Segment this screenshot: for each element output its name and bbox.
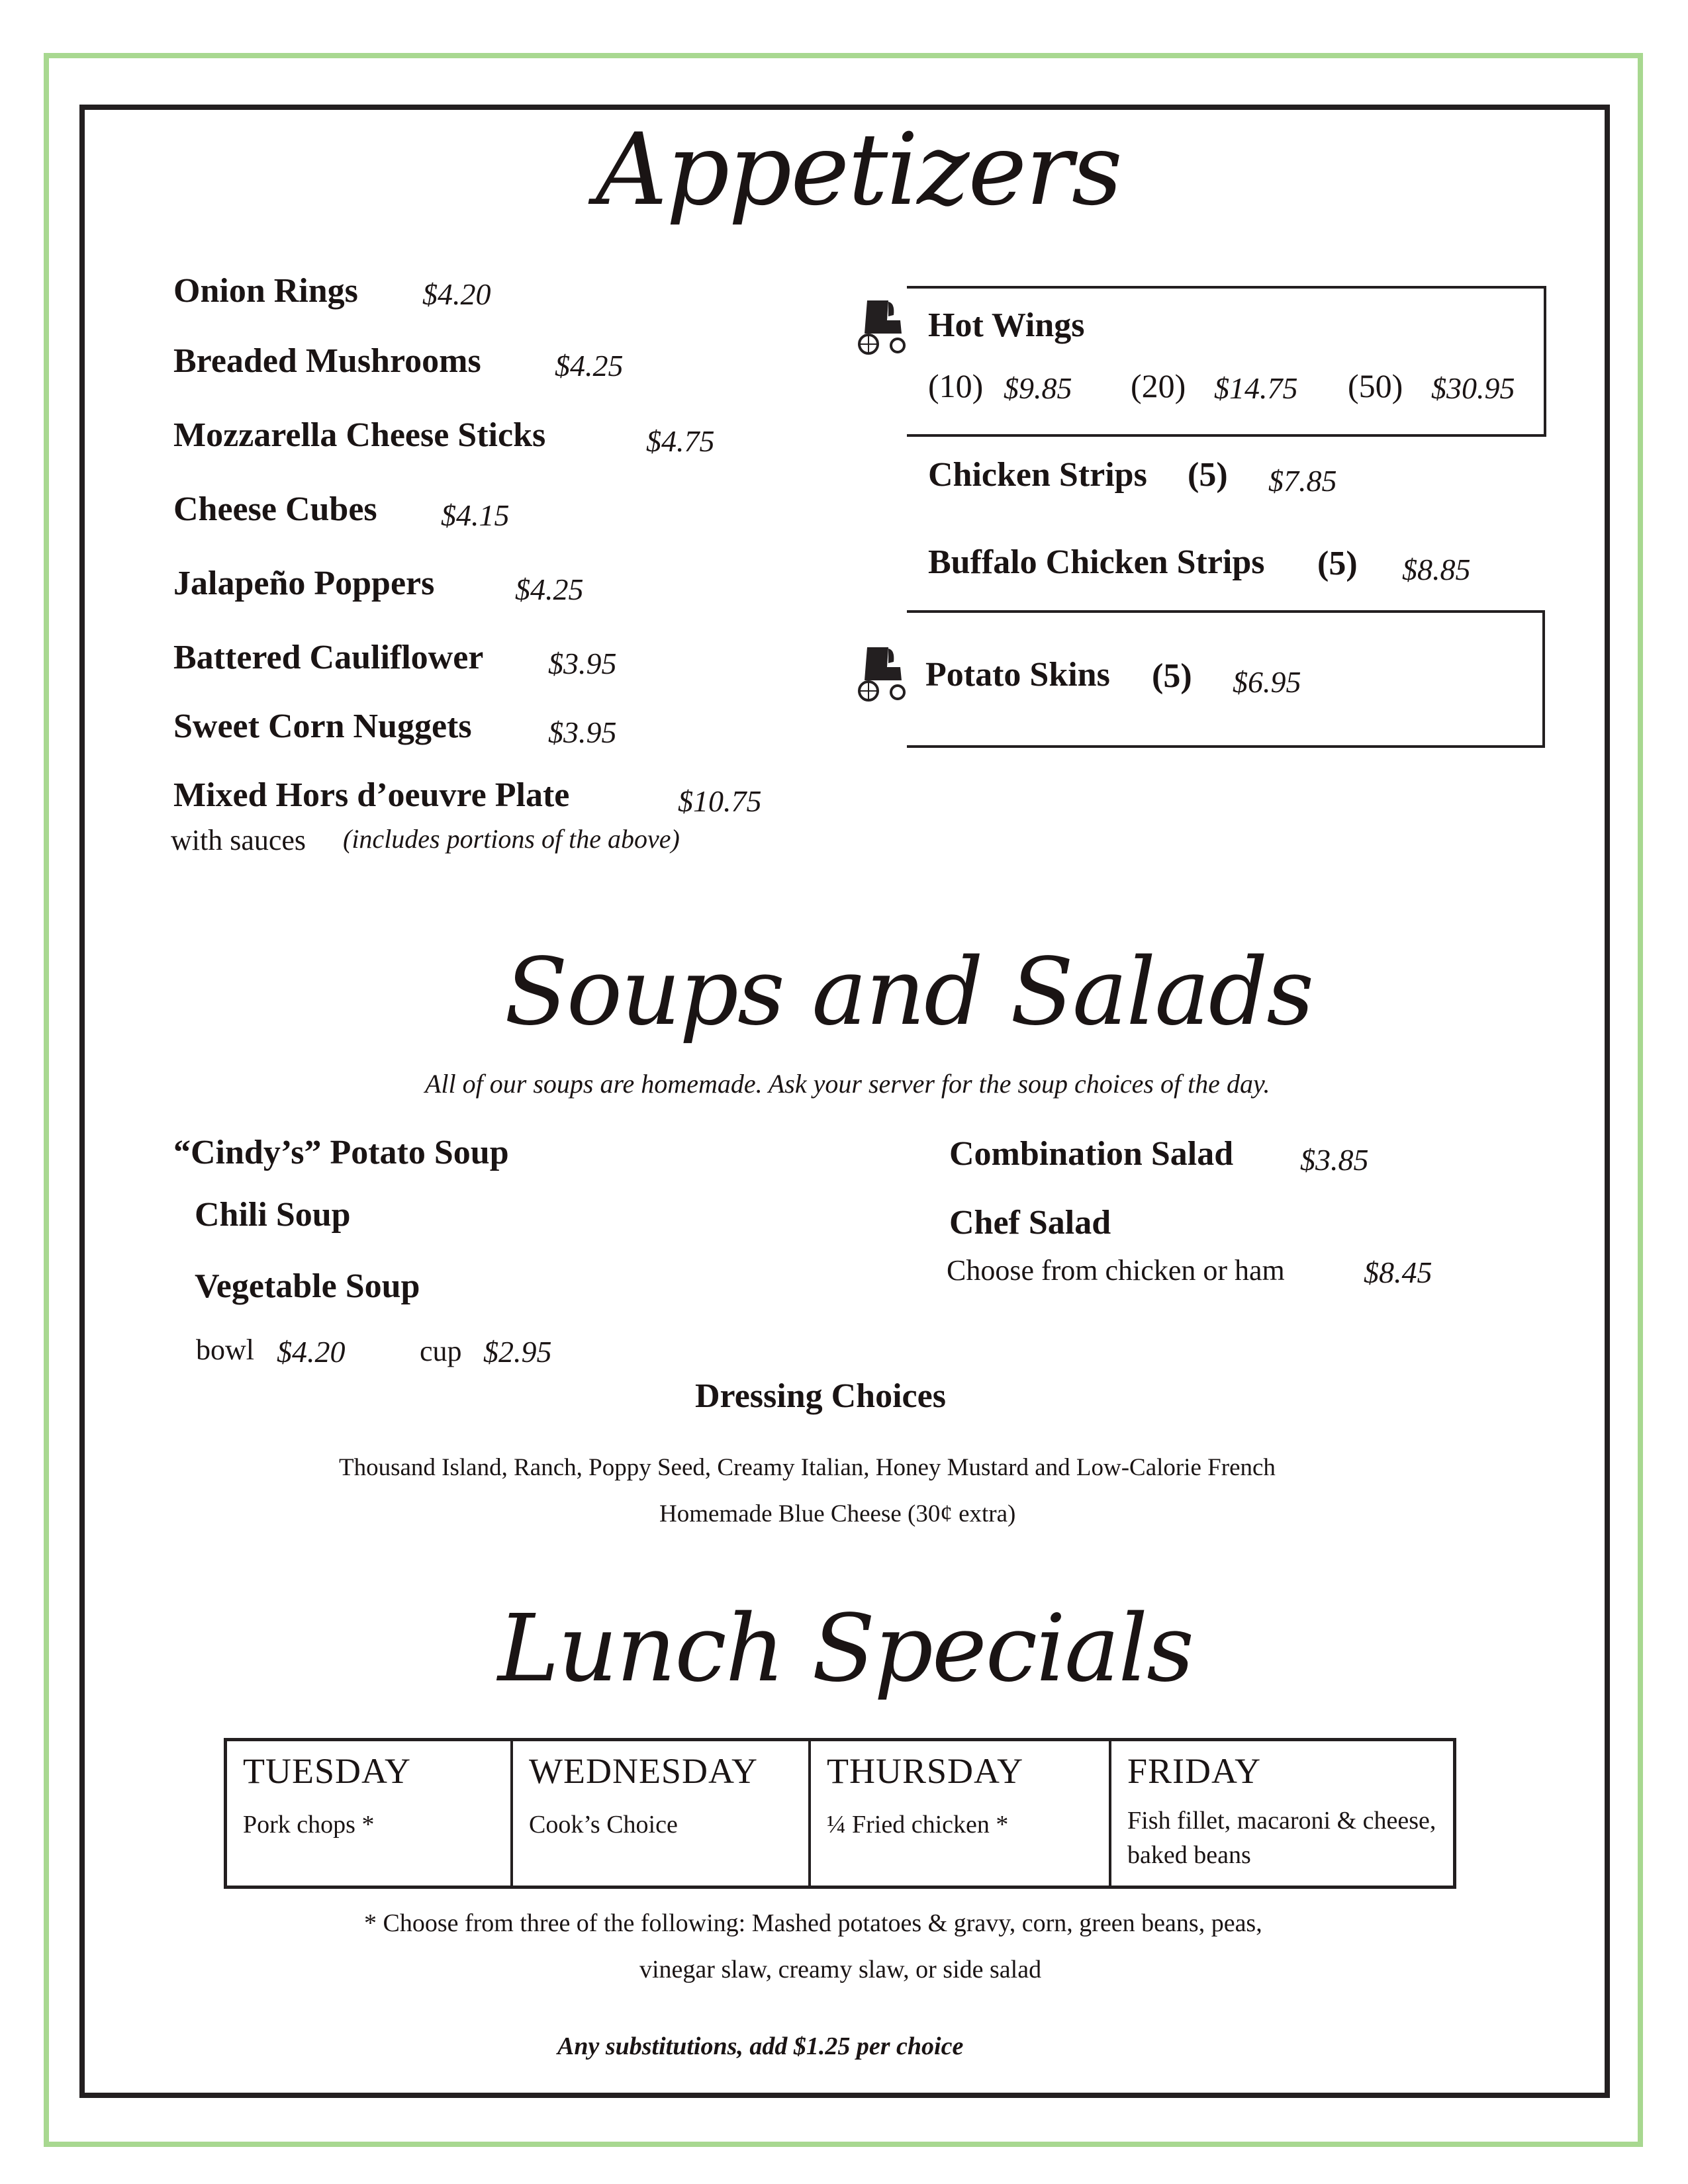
hot-wings-price-50: $30.95 bbox=[1431, 371, 1515, 405]
sweet-corn-nuggets-price: $3.95 bbox=[548, 715, 617, 749]
hot-wings-price-20: $14.75 bbox=[1214, 371, 1298, 405]
thursday-cell bbox=[811, 1741, 1111, 1886]
wednesday-cell bbox=[513, 1741, 811, 1886]
sides-note-line1: * Choose from three of the following: Mashed potatoes & gravy, corn, green beans, peas, bbox=[364, 1909, 1262, 1937]
tuesday-item: Pork chops * bbox=[243, 1811, 375, 1839]
tuesday-day: TUESDAY bbox=[243, 1751, 412, 1791]
chef-salad-name: Chef Salad bbox=[949, 1204, 1111, 1242]
friday-cell bbox=[1111, 1741, 1453, 1886]
cheese-cubes-price: $4.15 bbox=[441, 498, 510, 532]
hot-wings-qty-20: (20) bbox=[1131, 367, 1186, 404]
jalapeno-poppers-name: Jalapeño Poppers bbox=[173, 565, 435, 602]
dressing-choices-title: Dressing Choices bbox=[695, 1377, 946, 1415]
dressing-list-line2: Homemade Blue Cheese (30¢ extra) bbox=[659, 1500, 1016, 1527]
battered-cauliflower-name: Battered Cauliflower bbox=[173, 639, 484, 676]
appetizers-title: Appetizers bbox=[596, 113, 1121, 228]
chef-salad-price: $8.45 bbox=[1364, 1255, 1432, 1289]
potato-soup-name: “Cindy’s” Potato Soup bbox=[173, 1134, 509, 1171]
hot-wings-qty-50: (50) bbox=[1348, 367, 1403, 404]
soup-cup-label: cup bbox=[420, 1335, 462, 1367]
carriage-icon bbox=[854, 298, 910, 357]
battered-cauliflower-price: $3.95 bbox=[548, 647, 617, 680]
jalapeno-poppers-price: $4.25 bbox=[515, 572, 584, 606]
mixed-plate-note: with sauces bbox=[171, 824, 306, 856]
combination-salad-price: $3.85 bbox=[1300, 1143, 1369, 1177]
chicken-strips-name: Chicken Strips bbox=[928, 456, 1147, 494]
chef-salad-note: Choose from chicken or ham bbox=[947, 1254, 1285, 1287]
lunch-specials-title: Lunch Specials bbox=[498, 1595, 1194, 1703]
breaded-mushrooms-price: $4.25 bbox=[555, 349, 624, 383]
buffalo-strips-name: Buffalo Chicken Strips bbox=[928, 543, 1265, 581]
potato-skins-price: $6.95 bbox=[1233, 665, 1301, 699]
combination-salad-name: Combination Salad bbox=[949, 1135, 1234, 1173]
hot-wings-price-10: $9.85 bbox=[1004, 371, 1072, 405]
buffalo-strips-price: $8.85 bbox=[1402, 553, 1471, 586]
vegetable-soup-name: Vegetable Soup bbox=[195, 1267, 420, 1305]
friday-day: FRIDAY bbox=[1127, 1751, 1262, 1791]
mozzarella-sticks-name: Mozzarella Cheese Sticks bbox=[173, 416, 546, 454]
soups-salads-title: Soups and Salads bbox=[504, 938, 1313, 1046]
carriage-icon bbox=[854, 645, 910, 704]
sweet-corn-nuggets-name: Sweet Corn Nuggets bbox=[173, 707, 472, 745]
soup-cup-price: $2.95 bbox=[483, 1335, 552, 1369]
chicken-strips-price: $7.85 bbox=[1268, 464, 1337, 498]
chili-soup-name: Chili Soup bbox=[195, 1196, 351, 1234]
tuesday-cell bbox=[227, 1741, 513, 1886]
soups-intro: All of our soups are homemade. Ask your server for the soup choices of the day. bbox=[425, 1069, 1270, 1099]
friday-item: Fish fillet, macaroni & cheese, baked beans bbox=[1127, 1807, 1436, 1869]
potato-skins-name: Potato Skins bbox=[925, 656, 1110, 694]
wednesday-day: WEDNESDAY bbox=[529, 1751, 758, 1791]
thursday-day: THURSDAY bbox=[827, 1751, 1024, 1791]
onion-rings-name: Onion Rings bbox=[173, 272, 358, 310]
mozzarella-sticks-price: $4.75 bbox=[646, 424, 715, 458]
soup-bowl-price: $4.20 bbox=[277, 1335, 346, 1369]
mixed-plate-name: Mixed Hors d’oeuvre Plate bbox=[173, 776, 570, 814]
onion-rings-price: $4.20 bbox=[422, 277, 491, 311]
hot-wings-qty-10: (10) bbox=[928, 367, 984, 404]
mixed-plate-note-italic: (includes portions of the above) bbox=[343, 824, 680, 854]
chicken-strips-qty: (5) bbox=[1188, 456, 1228, 494]
breaded-mushrooms-name: Breaded Mushrooms bbox=[173, 342, 481, 380]
sides-note-line2: vinegar slaw, creamy slaw, or side salad bbox=[639, 1956, 1042, 1983]
dressing-list-line1: Thousand Island, Ranch, Poppy Seed, Creamy Italian, Honey Mustard and Low-Calorie French bbox=[339, 1454, 1276, 1481]
wednesday-item: Cook’s Choice bbox=[529, 1811, 678, 1839]
substitutions-note: Any substitutions, add $1.25 per choice bbox=[557, 2032, 964, 2060]
cheese-cubes-name: Cheese Cubes bbox=[173, 490, 377, 528]
potato-skins-qty: (5) bbox=[1152, 657, 1192, 695]
hot-wings-name: Hot Wings bbox=[928, 306, 1085, 344]
thursday-item: ¼ Fried chicken * bbox=[827, 1811, 1009, 1839]
lunch-specials-table bbox=[224, 1738, 1456, 1889]
buffalo-strips-qty: (5) bbox=[1317, 545, 1358, 582]
mixed-plate-price: $10.75 bbox=[678, 784, 762, 818]
soup-bowl-label: bowl bbox=[196, 1334, 254, 1366]
